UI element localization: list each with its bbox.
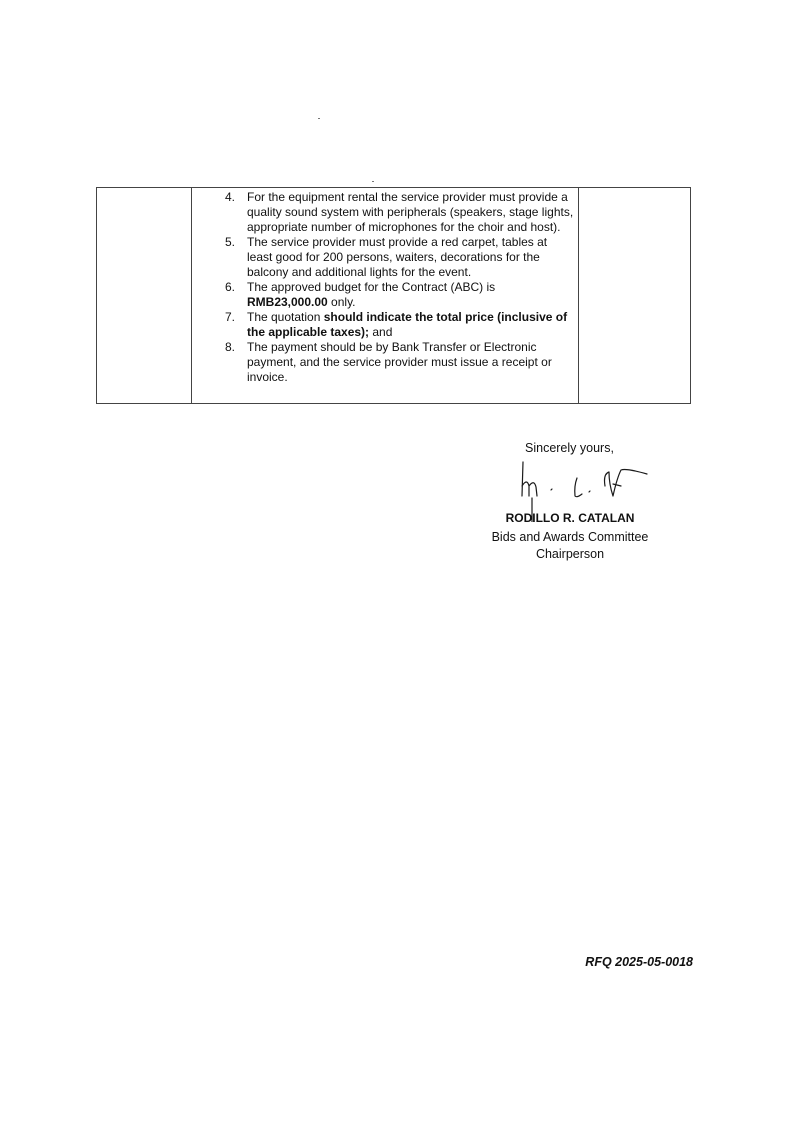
signer-name: RODILLO R. CATALAN (505, 511, 635, 525)
requirement-segment: For the equipment rental the service provider must provide a quality sound system with peripherals (speakers, stage lights, appropriate number of microphones for the choir and host). (247, 190, 574, 234)
requirement-number: 7. (224, 310, 235, 324)
requirement-text (247, 190, 575, 235)
requirement-number: 5. (224, 235, 235, 249)
requirement-segment: The service provider must provide a red carpet, tables at least good for 200 persons, waiters, decorations for the balcony and additional lights for the event. (247, 235, 548, 279)
requirement-segment: only. (327, 295, 356, 309)
requirement-item (219, 310, 575, 340)
requirement-segment: The payment should be by Bank Transfer or Electronic payment, and the service provider must issue a receipt or invoice. (247, 340, 552, 384)
requirement-segment: and (369, 325, 393, 339)
table-column-divider (191, 188, 192, 403)
requirement-item (219, 280, 575, 310)
table-column-divider (578, 188, 579, 403)
scan-speck (318, 118, 320, 119)
requirement-segment: The approved budget for the Contract (ABC) is (247, 280, 496, 294)
rfq-reference: RFQ 2025-05-0018 (585, 955, 693, 969)
requirements-list (219, 190, 575, 385)
requirements-table (96, 187, 691, 404)
requirement-text (247, 340, 575, 385)
requirement-text (247, 310, 575, 340)
signer-title: Bids and Awards Committee (491, 530, 649, 544)
requirement-item (219, 190, 575, 235)
requirement-number: 6. (224, 280, 235, 294)
requirement-text (247, 235, 575, 280)
requirement-number: 4. (224, 190, 235, 204)
scan-speck (372, 181, 374, 182)
requirement-segment: The quotation (247, 310, 324, 324)
requirement-emphasis: should indicate the total price (inclusive of the applicable taxes); (247, 310, 568, 339)
requirement-number: 8. (224, 340, 235, 354)
requirement-item (219, 235, 575, 280)
requirement-item (219, 340, 575, 385)
requirement-emphasis: RMB23,000.00 (247, 295, 328, 309)
closing-salutation: Sincerely yours, (525, 441, 614, 455)
signer-role: Chairperson (535, 547, 605, 561)
requirement-text (247, 280, 575, 310)
